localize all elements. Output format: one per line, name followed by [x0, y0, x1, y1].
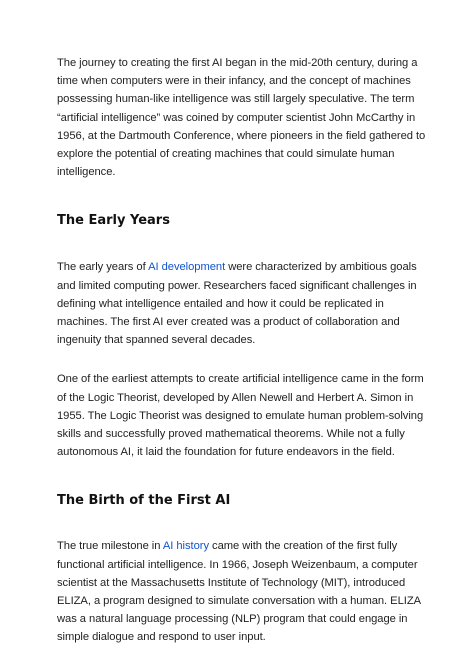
section-heading-birth-first-ai: The Birth of the First AI: [57, 493, 231, 509]
eliza-text-start: The true milestone in: [57, 540, 163, 553]
document-page: [57, 54, 432, 647]
ai-development-link[interactable]: AI development: [148, 261, 226, 274]
intro-paragraph: The journey to creating the first AI began in the mid-20th century, during a time when computers were in their infancy, and the concept of machines possessing human-like intelligence was still largely speculative. The term “artificial intelligence” was coined by computer scientist John McCarthy in 1956, at the Dartmouth Conference, where pioneers in the field gathered to explore the potential of creating machines that could simulate human intelligence.: [57, 57, 426, 179]
ai-history-link[interactable]: AI history: [162, 540, 209, 553]
early-years-text-end: were characterized by ambitious goals and limited computing power. Researchers faced significant challenges in defining what intelligence entailed and how it could be replicated in machines. The first AI ever created was a product of collaboration and ingenuity that spanned several decades.: [57, 261, 417, 347]
logic-theorist-paragraph: One of the earliest attempts to create artificial intelligence came in the form of the Logic Theorist, developed by Allen Newell and Herbert A. Simon in 1955. The Logic Theorist was designed to emulate human problem-solving skills and successfully proved mathematical theorems. While not a fully autonomous AI, it laid the foundation for future endeavors in the field.: [57, 373, 424, 459]
eliza-paragraph: [57, 537, 432, 646]
early-years-paragraph: [57, 258, 432, 349]
early-years-text-start: The early years of: [57, 261, 149, 274]
eliza-text-end: came with the creation of the first fully functional artificial intelligence. In 1966, Joseph Weizenbaum, a computer scientist at the Massachusetts Institute of Technology (MIT), introduced ELIZA, a program designed to simulate conversation with a human. ELIZA was a natural language processing (NLP) program that could engage in simple dialogue and respond to user input.: [57, 540, 421, 644]
section-heading-early-years: The Early Years: [57, 213, 170, 229]
